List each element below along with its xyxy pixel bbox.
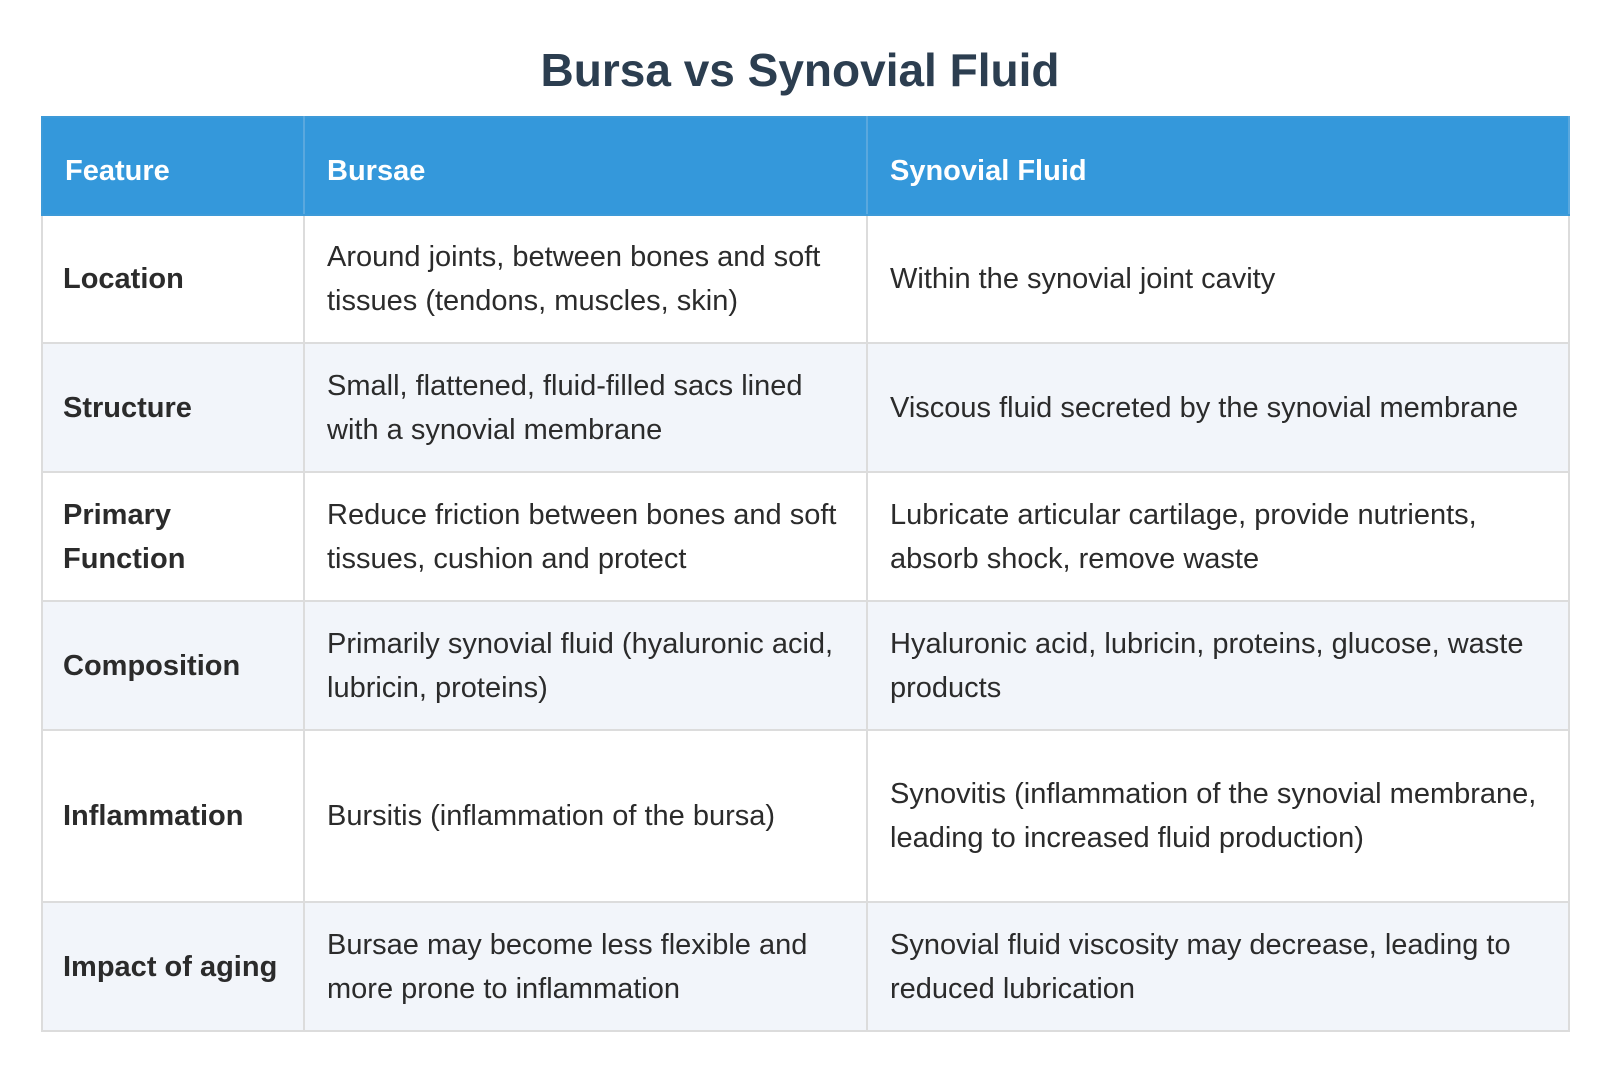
feature-cell: Composition	[42, 601, 304, 730]
feature-cell: Location	[42, 215, 304, 343]
synovial-cell: Within the synovial joint cavity	[867, 215, 1569, 343]
synovial-cell: Hyaluronic acid, lubricin, proteins, glucose, waste products	[867, 601, 1569, 730]
page-title: Bursa vs Synovial Fluid	[540, 44, 1060, 96]
table-row-inflammation	[42, 730, 1569, 902]
bursae-cell: Primarily synovial fluid (hyaluronic acid, lubricin, proteins)	[304, 601, 867, 730]
feature-cell: Impact of aging	[42, 902, 304, 1031]
header-bursae: Bursae	[304, 117, 867, 215]
bursae-cell: Around joints, between bones and soft tissues (tendons, muscles, skin)	[304, 215, 867, 343]
feature-cell: Inflammation	[42, 730, 304, 902]
feature-cell: Primary Function	[42, 472, 304, 601]
synovial-cell: Synovial fluid viscosity may decrease, leading to reduced lubrication	[867, 902, 1569, 1031]
bursae-cell: Bursitis (inflammation of the bursa)	[304, 730, 867, 902]
table-row-structure	[42, 343, 1569, 472]
table-header-row	[42, 117, 1569, 215]
bursae-cell: Bursae may become less flexible and more prone to inflammation	[304, 902, 867, 1031]
bursae-cell: Small, flattened, fluid-filled sacs lined with a synovial membrane	[304, 343, 867, 472]
comparison-table	[41, 116, 1570, 1032]
synovial-cell: Viscous fluid secreted by the synovial membrane	[867, 343, 1569, 472]
synovial-cell: Lubricate articular cartilage, provide nutrients, absorb shock, remove waste	[867, 472, 1569, 601]
feature-cell: Structure	[42, 343, 304, 472]
table-row-composition	[42, 601, 1569, 730]
table-row-location	[42, 215, 1569, 343]
synovial-cell: Synovitis (inflammation of the synovial membrane, leading to increased fluid production)	[867, 730, 1569, 902]
table-row-primary-function	[42, 472, 1569, 601]
table-row-impact-of-aging	[42, 902, 1569, 1031]
header-synovial-fluid: Synovial Fluid	[867, 117, 1569, 215]
header-feature: Feature	[42, 117, 304, 215]
bursae-cell: Reduce friction between bones and soft tissues, cushion and protect	[304, 472, 867, 601]
